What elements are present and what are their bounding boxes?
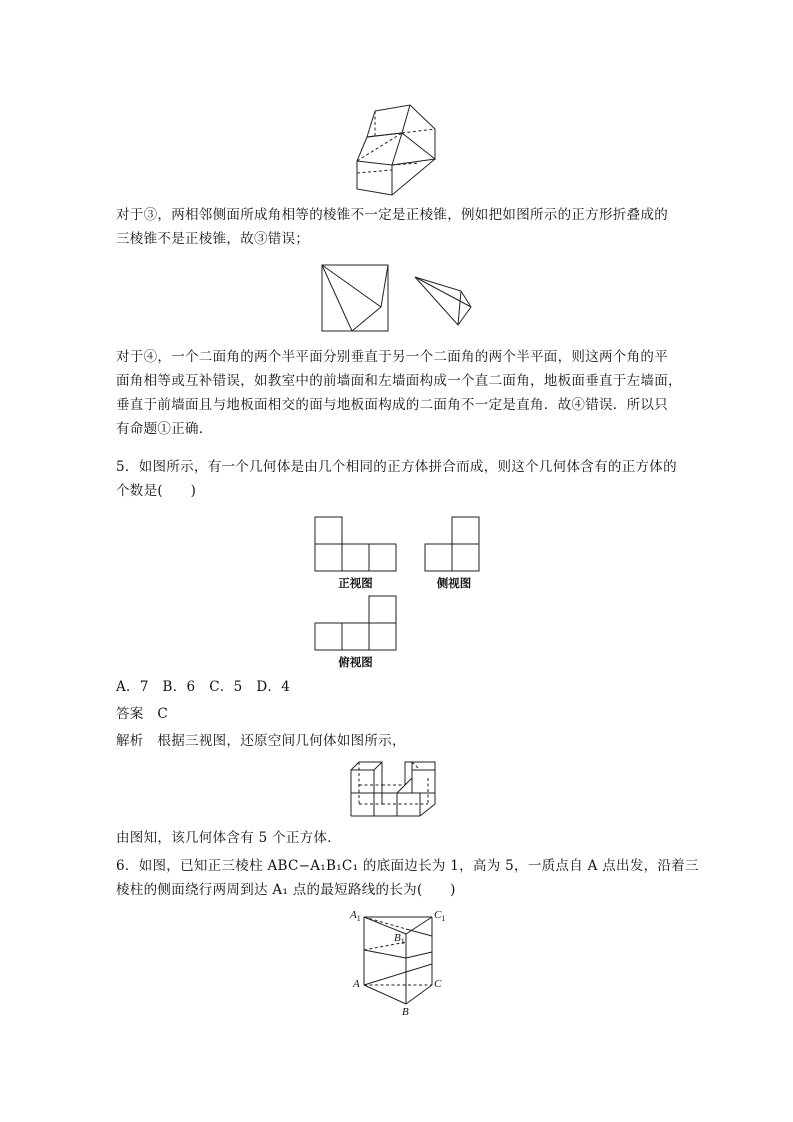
label-C1: $C_1$ — [434, 909, 446, 924]
front-view-caption: 正视图 — [338, 576, 373, 590]
front-view-figure — [314, 516, 399, 576]
cube-stack-figure — [355, 103, 455, 203]
top-view-figure — [314, 595, 399, 655]
paragraph-3: 对于③，两相邻侧面所成角相等的棱锥不一定是正棱锥，例如把如图所示的正方形折叠成的 三棱锥不是正棱锥，故③错误； — [116, 207, 668, 247]
label-A: A — [353, 978, 360, 990]
label-C: C — [434, 978, 442, 990]
answer-line: 答案 C — [116, 706, 169, 722]
analysis-line: 解析 根据三视图，还原空间几何体如图所示， — [116, 733, 406, 749]
label-A1: $A_1$ — [350, 909, 361, 924]
square-fold-figure — [321, 264, 391, 334]
side-view-figure — [424, 516, 484, 576]
conclusion-line: 由图知，该几何体含有 5 个正方体． — [116, 830, 342, 846]
label-B1: $B_1$ — [394, 932, 405, 947]
answer-options: A．7 B．6 C．5 D．4 — [116, 679, 291, 695]
question-5: 5．如图所示，有一个几何体是由几个相同的正方体拼合而成，则这个几何体含有的正方体的 个数是( ) — [116, 459, 677, 499]
label-B: B — [402, 1006, 409, 1018]
top-view-caption: 俯视图 — [338, 655, 373, 669]
side-view-caption: 侧视图 — [436, 576, 472, 590]
triangular-pyramid-figure — [413, 275, 473, 335]
question-6: 6．如图，已知正三棱柱 ABC−A₁B₁C₁ 的底面边长为 1，高为 5，一质点自 A 点出发，沿着三 棱柱的侧面绕行两周到达 A₁ 点的最短路线的长为( ) — [116, 858, 699, 898]
restored-solid-figure — [350, 760, 450, 822]
paragraph-4: 对于④，一个二面角的两个半平面分别垂直于另一个二面角的两个半平面，则这两个角的平 面角相等或互补错误，如教室中的前墙面和左墙面构成一个直二面角，地板面垂直于左墙面， 垂直于前墙面且与地板面相交的面与地板面构成的二面角不一定是直角．故④错误．所以只 有命题①正确． — [116, 349, 682, 437]
